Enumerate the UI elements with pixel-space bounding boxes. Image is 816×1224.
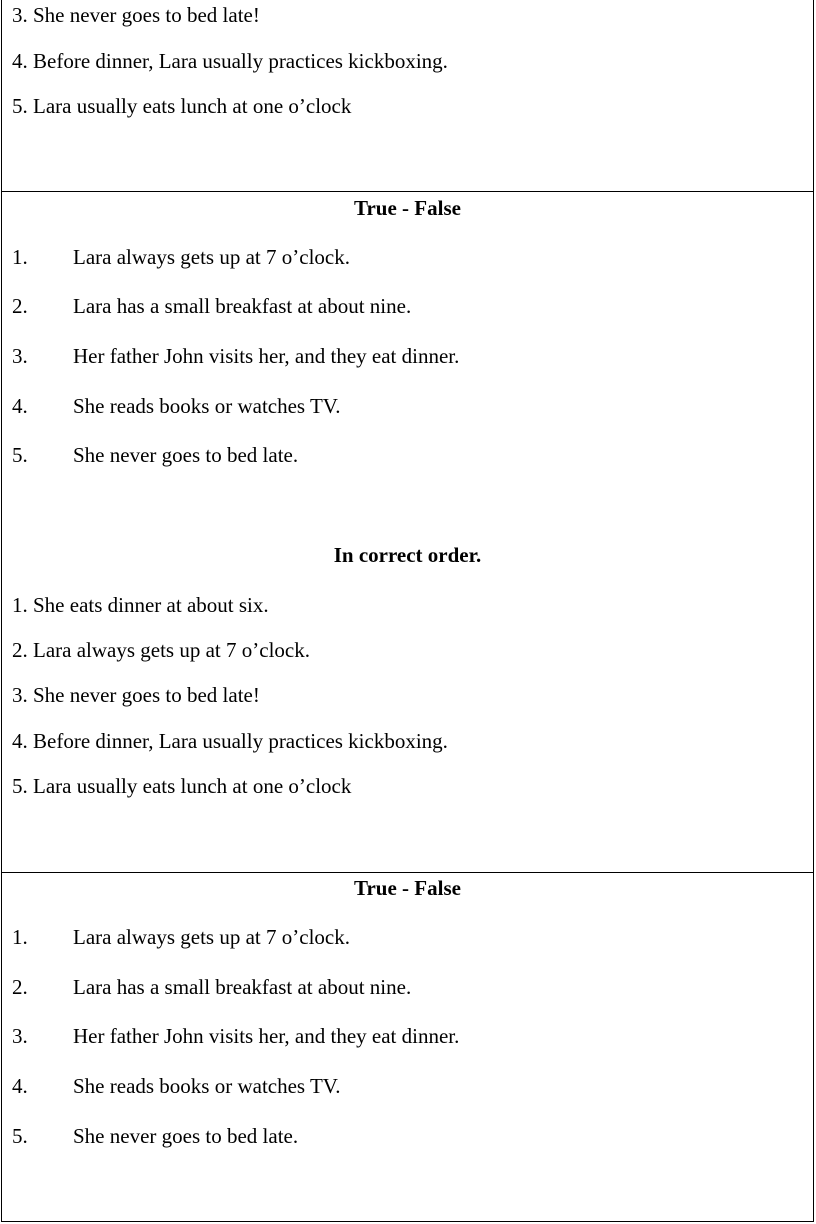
true-false-item <box>12 1123 298 1149</box>
order-item: 2. Lara always gets up at 7 o’clock. <box>12 638 310 662</box>
true-false-heading: True - False <box>354 876 461 900</box>
true-false-heading: True - False <box>354 196 461 220</box>
item-number: 1. <box>12 925 28 949</box>
item-number: 5. <box>12 443 28 467</box>
order-item: 4. Before dinner, Lara usually practices kickboxing. <box>12 729 448 753</box>
item-text: Lara has a small breakfast at about nine. <box>73 294 412 318</box>
true-false-item <box>12 924 350 950</box>
item-text: She reads books or watches TV. <box>73 1074 341 1098</box>
item-number: 4. <box>12 394 28 418</box>
true-false-item <box>12 343 459 369</box>
true-false-item <box>12 393 341 419</box>
item-text: Her father John visits her, and they eat dinner. <box>73 1024 460 1048</box>
item-number: 3. <box>12 344 28 368</box>
item-number: 1. <box>12 245 28 269</box>
order-item: 4. Before dinner, Lara usually practices kickboxing. <box>12 49 448 73</box>
order-item: 1. She eats dinner at about six. <box>12 593 269 617</box>
item-text: She never goes to bed late. <box>73 1124 299 1148</box>
true-false-item <box>12 974 411 1000</box>
item-number: 5. <box>12 1124 28 1148</box>
item-text: Lara has a small breakfast at about nine. <box>73 975 412 999</box>
true-false-item <box>12 1023 459 1049</box>
item-number: 3. <box>12 1024 28 1048</box>
item-text: She reads books or watches TV. <box>73 394 341 418</box>
true-false-item <box>12 442 298 468</box>
item-number: 4. <box>12 1074 28 1098</box>
order-item: 5. Lara usually eats lunch at one o’clock <box>12 774 352 798</box>
order-item: 3. She never goes to bed late! <box>12 3 260 27</box>
true-false-item <box>12 293 411 319</box>
order-item: 5. Lara usually eats lunch at one o’clock <box>12 94 352 118</box>
item-number: 2. <box>12 975 28 999</box>
order-item: 3. She never goes to bed late! <box>12 683 260 707</box>
table-cell-top <box>1 0 814 192</box>
true-false-item <box>12 244 350 270</box>
item-number: 2. <box>12 294 28 318</box>
item-text: Lara always gets up at 7 o’clock. <box>73 925 350 949</box>
table-cell-bottom <box>1 872 814 1222</box>
order-heading: In correct order. <box>333 543 482 567</box>
item-text: Her father John visits her, and they eat dinner. <box>73 344 460 368</box>
true-false-item <box>12 1073 341 1099</box>
item-text: She never goes to bed late. <box>73 443 299 467</box>
table-cell-middle <box>1 191 814 873</box>
item-text: Lara always gets up at 7 o’clock. <box>73 245 350 269</box>
